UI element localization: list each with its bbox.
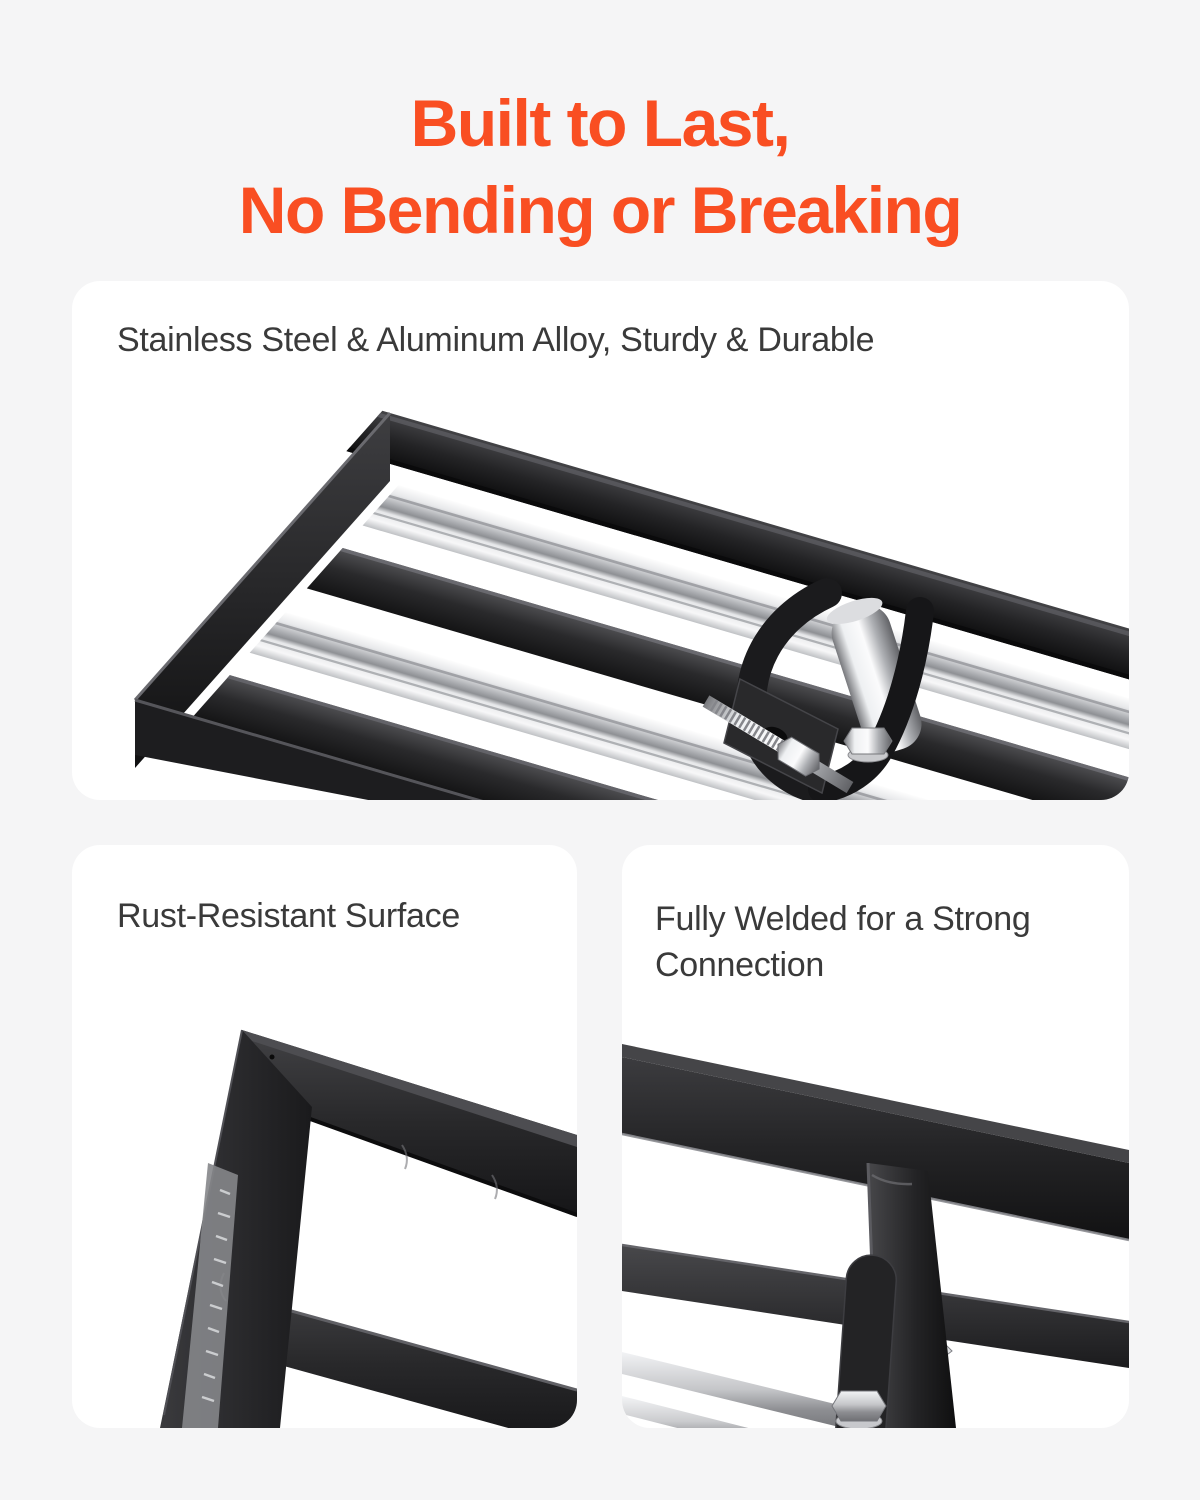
page-title: [0, 80, 1200, 254]
feature-heading-material: Stainless Steel & Aluminum Alloy, Sturdy & Durable: [117, 321, 875, 359]
hex-bolt: [832, 1391, 886, 1421]
feature-heading-rust: Rust-Resistant Surface: [117, 897, 460, 935]
feature-heading-welded: Fully Welded for a Strong Connection: [655, 900, 1031, 984]
feature-card-rust: [72, 845, 577, 1428]
feature-card-welded: [622, 845, 1129, 1428]
feature-card-material: [72, 281, 1129, 800]
title-line-2: No Bending or Breaking: [238, 173, 962, 248]
title-line-1: Built to Last,: [410, 86, 790, 160]
hex-nut: [844, 728, 892, 754]
leg-tube: [160, 1030, 312, 1428]
